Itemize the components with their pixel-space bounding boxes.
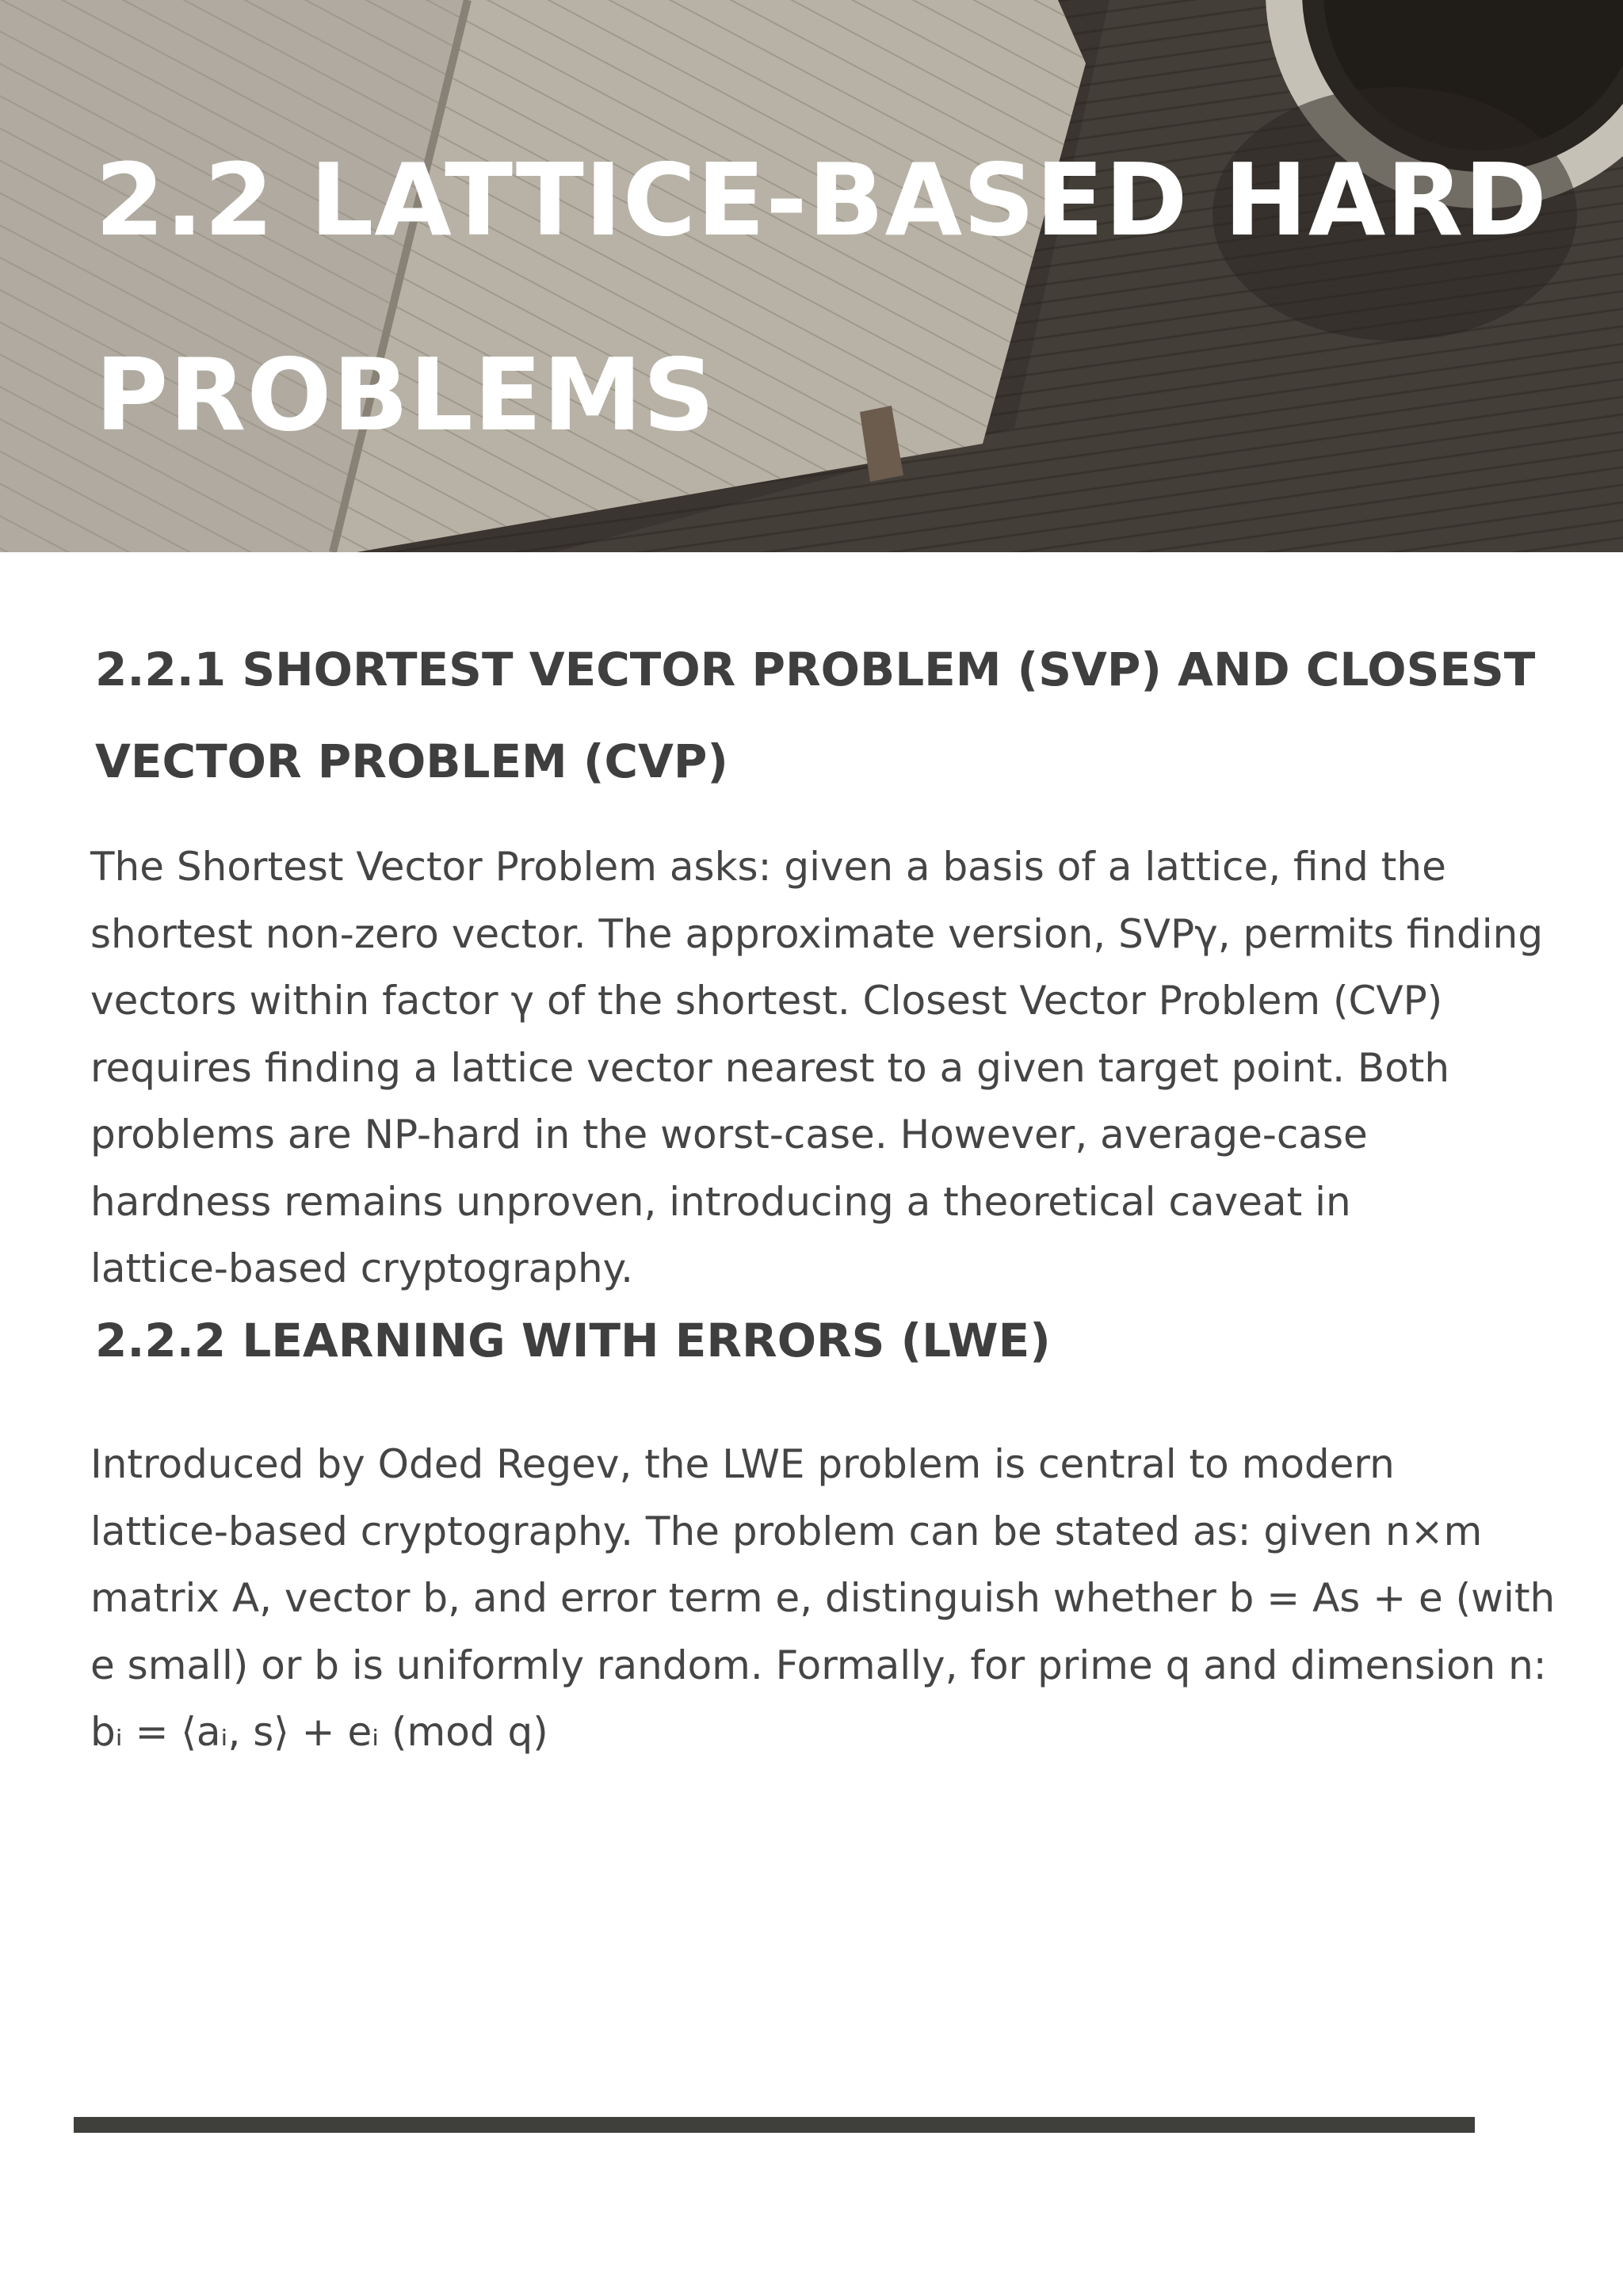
hero-banner <box>0 0 1623 552</box>
section-body-svp-cvp <box>90 833 1544 1302</box>
body-line: Introduced by Oded Regev, the LWE problem is central to modern <box>90 1441 1395 1487</box>
section-heading-line: VECTOR PROBLEM (CVP) <box>95 734 728 788</box>
body-line: matrix A, vector b, and error term e, distinguish whether b = As + e (with <box>90 1575 1556 1621</box>
section-heading-lwe <box>95 1295 1051 1386</box>
body-line: requires finding a lattice vector nearest to a given target point. Both <box>90 1044 1450 1091</box>
page-title-line: 2.2 LATTICE-BASED HARD <box>95 142 1549 258</box>
body-line: lattice-based cryptography. The problem can be stated as: given n×m <box>90 1508 1483 1554</box>
body-line: hardness remains unproven, introducing a theoretical caveat in <box>90 1178 1351 1225</box>
page-title-line: PROBLEMS <box>95 337 716 453</box>
footer-divider <box>74 2117 1475 2133</box>
body-line-formula: bᵢ = ⟨aᵢ, s⟩ + eᵢ (mod q) <box>90 1709 548 1755</box>
body-line: problems are NP-hard in the worst-case. However, average-case <box>90 1112 1368 1158</box>
body-line: shortest non-zero vector. The approximate version, SVPγ, permits finding <box>90 910 1544 957</box>
body-line: vectors within factor γ of the shortest. Closest Vector Problem (CVP) <box>90 978 1443 1024</box>
section-body-lwe <box>90 1431 1556 1766</box>
section-heading-line: 2.2.2 LEARNING WITH ERRORS (LWE) <box>95 1314 1051 1367</box>
body-line: The Shortest Vector Problem asks: given a basis of a lattice, find the <box>90 844 1446 890</box>
section-heading-line: 2.2.1 SHORTEST VECTOR PROBLEM (SVP) AND CLOSEST <box>95 643 1536 696</box>
body-line: e small) or b is uniformly random. Formally, for prime q and dimension n: <box>90 1642 1547 1688</box>
section-heading-svp-cvp <box>95 624 1535 807</box>
page-title <box>95 103 1569 493</box>
body-line: lattice-based cryptography. <box>90 1245 634 1291</box>
